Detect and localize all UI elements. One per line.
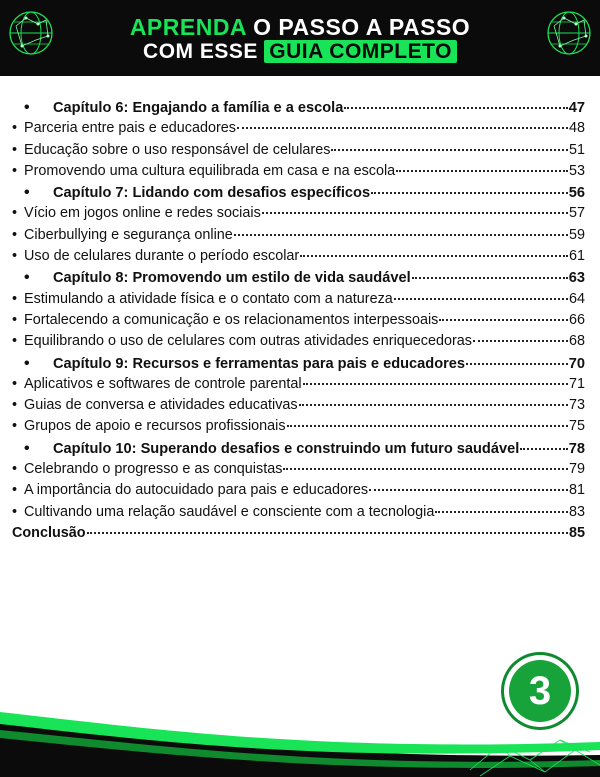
toc-entry-text: Cultivando uma relação saudável e consciente com a tecnologia (24, 503, 435, 520)
toc-page-number: 78 (568, 440, 585, 457)
toc-page-number: 51 (568, 141, 585, 158)
toc-entry-text: Capítulo 8: Promovendo um estilo de vida saudável (53, 270, 411, 287)
dot-leader (262, 212, 568, 214)
header-banner (0, 0, 600, 76)
bullet-icon: • (12, 375, 18, 392)
toc-page-number: 75 (568, 418, 585, 435)
bullet-icon: • (12, 482, 18, 499)
toc-page-number: 66 (568, 311, 585, 328)
toc-page-number: 71 (568, 375, 585, 392)
bullet-icon: • (12, 226, 18, 243)
toc-entry-text: Promovendo uma cultura equilibrada em casa e na escola (24, 162, 396, 179)
toc-item (12, 502, 585, 523)
toc-entry-text: Grupos de apoio e recursos profissionais (24, 418, 286, 435)
bullet-icon: • (12, 311, 18, 328)
toc-item (12, 225, 585, 246)
toc-page-number: 79 (568, 461, 585, 478)
dot-leader (394, 298, 568, 300)
toc-page-number: 85 (568, 524, 585, 541)
toc-page-number: 70 (568, 355, 585, 372)
toc-entry-text: Aplicativos e softwares de controle parental (24, 375, 302, 392)
toc-page-number: 81 (568, 482, 585, 499)
toc-page-number: 59 (568, 226, 585, 243)
header-title-line1 (0, 14, 600, 41)
bullet-icon: • (12, 503, 18, 520)
bullet-icon: • (12, 120, 18, 137)
toc-item (12, 374, 585, 395)
toc-item (12, 161, 585, 182)
dot-leader (369, 489, 568, 491)
toc-chapter (12, 97, 585, 118)
toc-entry-text: Educação sobre o uso responsável de celulares (24, 141, 331, 158)
bullet-icon: • (12, 205, 18, 222)
toc-item (12, 118, 585, 139)
bullet-icon: • (12, 397, 18, 414)
dot-leader (283, 468, 568, 470)
toc-entry-text: Capítulo 9: Recursos e ferramentas para pais e educadores (53, 355, 466, 372)
dot-leader (344, 107, 567, 109)
header-text-passo: O PASSO A PASSO (246, 14, 471, 40)
toc-page-number: 63 (568, 270, 585, 287)
header-text-com-esse: COM ESSE (143, 40, 265, 63)
toc-page-number: 53 (568, 162, 585, 179)
dot-leader (299, 404, 568, 406)
toc-entry-text: Conclusão (12, 524, 86, 541)
dot-leader (412, 277, 568, 279)
toc-entry-text: Capítulo 10: Superando desafios e construindo um futuro saudável (53, 440, 520, 457)
bullet-icon: • (12, 461, 18, 478)
toc-item (12, 459, 585, 480)
toc-page-number: 64 (568, 290, 585, 307)
dot-leader (287, 425, 568, 427)
header-highlight-guia: GUIA COMPLETO (264, 40, 457, 63)
bottom-decoration (0, 690, 600, 777)
toc-entry-text: Estimulando a atividade física e o contato com a natureza (24, 290, 393, 307)
dot-leader (237, 127, 568, 129)
toc-entry-text: Celebrando o progresso e as conquistas (24, 461, 283, 478)
dot-leader (234, 234, 568, 236)
toc-page-number: 83 (568, 503, 585, 520)
toc-entry-text: A importância do autocuidado para pais e educadores (24, 482, 369, 499)
bullet-icon: • (12, 418, 18, 435)
toc-entry-text: Vício em jogos online e redes sociais (24, 205, 261, 222)
dot-leader (466, 363, 568, 365)
toc-item (12, 331, 585, 352)
toc-page-number: 56 (568, 185, 585, 202)
toc-item (12, 289, 585, 310)
bullet-icon: • (24, 439, 30, 457)
bullet-icon: • (12, 248, 18, 265)
dot-leader (300, 255, 568, 257)
dot-leader (520, 448, 568, 450)
bullet-icon: • (12, 333, 18, 350)
page-number: 3 (509, 660, 571, 722)
toc-chapter (12, 353, 585, 374)
toc-entry-text: Uso de celulares durante o período escolar (24, 248, 300, 265)
toc-item (12, 203, 585, 224)
bullet-icon: • (12, 290, 18, 307)
bullet-icon: • (24, 99, 30, 116)
dot-leader (303, 383, 568, 385)
dot-leader (473, 340, 568, 342)
toc-page-number: 48 (568, 120, 585, 137)
toc-entry-text: Capítulo 6: Engajando a família e a escola (53, 100, 344, 116)
toc-entry-text: Fortalecendo a comunicação e os relacionamentos interpessoais (24, 311, 439, 328)
dot-leader (439, 319, 568, 321)
toc-item (12, 246, 585, 267)
toc-entry-text: Equilibrando o uso de celulares com outras atividades enriquecedoras (24, 333, 472, 350)
toc-page-number: 73 (568, 397, 585, 414)
bullet-icon: • (12, 162, 18, 179)
dot-leader (396, 170, 568, 172)
toc-chapter (12, 438, 585, 459)
dot-leader (435, 511, 568, 513)
toc-conclusion (12, 523, 585, 544)
toc-item (12, 310, 585, 331)
toc-item (12, 140, 585, 161)
toc-item (12, 395, 585, 416)
table-of-contents (12, 97, 585, 544)
toc-page-number: 47 (568, 100, 585, 116)
toc-entry-text: Ciberbullying e segurança online (24, 226, 233, 243)
bullet-icon: • (12, 141, 18, 158)
header-highlight-aprenda: APRENDA (129, 14, 247, 40)
toc-page-number: 57 (568, 205, 585, 222)
toc-entry-text: Parceria entre pais e educadores (24, 120, 236, 137)
bullet-icon: • (24, 184, 30, 202)
bullet-icon: • (24, 354, 30, 372)
dot-leader (331, 149, 568, 151)
bullet-icon: • (24, 269, 30, 287)
dot-leader (371, 192, 568, 194)
header-title-line2 (0, 40, 600, 64)
toc-page-number: 68 (568, 333, 585, 350)
toc-chapter (12, 182, 585, 203)
toc-item (12, 480, 585, 501)
toc-entry-text: Capítulo 7: Lidando com desafios específicos (53, 185, 371, 202)
toc-page-number: 61 (568, 248, 585, 265)
toc-chapter (12, 267, 585, 288)
dot-leader (87, 532, 568, 534)
toc-entry-text: Guias de conversa e atividades educativas (24, 397, 298, 414)
toc-item (12, 416, 585, 437)
